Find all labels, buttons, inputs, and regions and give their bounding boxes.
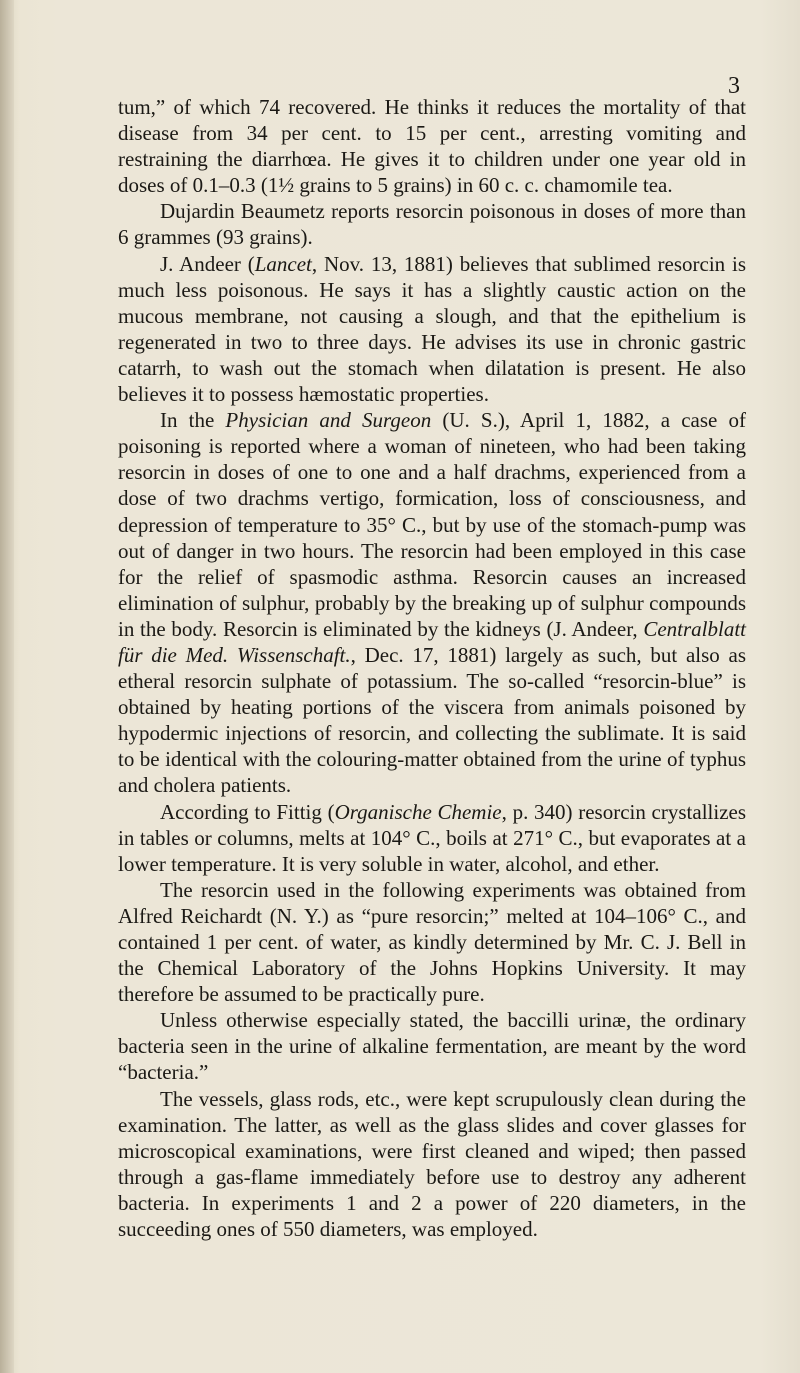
text-run: J. Andeer ( bbox=[160, 251, 255, 276]
text-run: , Nov. 13, 1881) believes that sublimed resorcin is much less poisonous. He says it has a slightly caustic action on the mucous membrane, not causing a slough, and that the epithelium is regenerated in two to three days. He advises its use in chronic gastric catarrh, to wash out the stomach when dilatation is present. He also believes it to possess hæmostatic properties. bbox=[118, 251, 746, 407]
paragraph-p7 bbox=[118, 1007, 746, 1085]
body-text bbox=[118, 94, 746, 1242]
text-run: (U. S.), April 1, 1882, a case of poisoning is reported where a woman of nineteen, who had been taking resorcin in doses of one to one and a half drachms, experienced from a dose of two drachms vertigo, formication, loss of consciousness, and depression of temperature to 35° C., but by use of the stomach-pump was out of danger in two hours. The resorcin had been employed in this case for the relief of spasmodic asthma. Resorcin causes an increased elimination of sulphur, probably by the breaking up of sulphur compounds in the body. Resorcin is eliminated by the kidneys (J. Andeer, bbox=[118, 408, 746, 641]
italic-citation: Physician and Surgeon bbox=[225, 408, 432, 433]
italic-citation: Centralblatt für die Med. Wissenschaft. bbox=[118, 616, 746, 667]
text-run: , Dec. 17, 1881) largely as such, but also as etheral resorcin sulphate of potassium. The so-called “resorcin-blue” is obtained by heating portions of the viscera from animals poisoned by hypodermic injections of resorcin, and collecting the sublimate. It is said to be identical with the colouring-matter obtained from the urine of typhus and cholera patients. bbox=[118, 642, 746, 798]
italic-citation: Lancet bbox=[254, 251, 312, 276]
text-run: The vessels, glass rods, etc., were kept scrupulously clean during the examination. The latter, as well as the glass slides and cover glasses for microscopical examinations, were first cleaned and wiped; then passed through a gas-flame immediately before use to destroy any adherent bacteria. In experiments 1 and 2 a power of 220 diameters, in the succeeding ones of 550 diameters, was employed. bbox=[118, 1086, 746, 1242]
paragraph-p2 bbox=[118, 198, 746, 250]
text-run: In the bbox=[160, 408, 226, 433]
paragraph-p4 bbox=[118, 407, 746, 798]
text-run: The resorcin used in the following experiments was obtained from Alfred Reichardt (N. Y.) as “pure resorcin;” melted at 104–106° C., and contained 1 per cent. of water, as kindly determined by Mr. C. J. Bell in the Chemical Laboratory of the Johns Hopkins University. It may therefore be assumed to be practically pure. bbox=[118, 877, 746, 1007]
text-run: , p. 340) resorcin crystallizes in tables or columns, melts at 104° C., boils at 271° C., but evaporates at a lower temperature. It is very soluble in water, alcohol, and ether. bbox=[118, 799, 747, 876]
paragraph-p1 bbox=[118, 94, 746, 198]
text-run: tum,” of which 74 recovered. He thinks it reduces the mortality of that disease from 34 per cent. to 15 per cent., arresting vomiting and restraining the diarrhœa. He gives it to children under one year old in doses of 0.1–0.3 (1½ grains to 5 grains) in 60 c. c. chamomile tea. bbox=[118, 95, 746, 198]
text-run: Unless otherwise especially stated, the baccilli urinæ, the ordinary bacteria seen in the urine of alkaline fermentation, are meant by the word “bacteria.” bbox=[118, 1008, 746, 1085]
paragraph-p5 bbox=[118, 799, 746, 877]
paragraph-p3 bbox=[118, 251, 746, 408]
page-number: 3 bbox=[728, 73, 740, 99]
text-run: Dujardin Beaumetz reports resorcin poisonous in doses of more than 6 grammes (93 grains). bbox=[118, 199, 746, 250]
italic-citation: Organische Chemie bbox=[334, 799, 502, 824]
paragraph-p6 bbox=[118, 877, 746, 1007]
paragraph-p8 bbox=[118, 1086, 746, 1243]
page-binding-shadow bbox=[0, 0, 14, 1373]
text-run: According to Fittig ( bbox=[160, 799, 335, 824]
